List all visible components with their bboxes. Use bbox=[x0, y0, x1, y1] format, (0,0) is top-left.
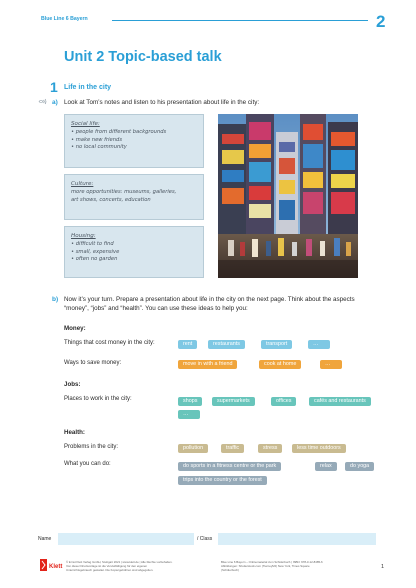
note-line: more opportunities: museums, galleries, bbox=[71, 189, 177, 195]
note-heading: Social life: bbox=[71, 121, 100, 127]
can-do-label: What you can do: bbox=[64, 461, 111, 467]
idea-chip: do sports in a fitness centre or the park bbox=[178, 462, 281, 471]
idea-chip: do yoga bbox=[345, 462, 374, 471]
svg-text:Klett: Klett bbox=[49, 564, 63, 570]
credits-line: Blue Line 6 Bayern – Onlinematerial zum Schülerbuch | ISBN: 978-3-12-8485-6 bbox=[221, 560, 323, 564]
copyright-line: Von dieser Druckvorlage ist die Vervielfältigung für den eigenen bbox=[66, 564, 148, 568]
idea-chip: … bbox=[320, 360, 342, 369]
health-heading: Health: bbox=[64, 429, 85, 436]
idea-chip: supermarkets bbox=[212, 397, 255, 406]
note-housing bbox=[64, 226, 204, 278]
task-b-line-1: Now it’s your turn. Prepare a presentation about life in the city on the next page. Think about the aspects bbox=[64, 296, 355, 303]
class-label: / Class bbox=[197, 536, 213, 542]
copyright-line: © Ernst Klett Verlag GmbH, Stuttgart 2021 | www.klett.de | Alle Rechte vorbehalten. bbox=[66, 560, 173, 564]
note-culture bbox=[64, 174, 204, 220]
idea-chip: traffic bbox=[221, 444, 244, 453]
copyright-line: Unterrichtsgebrauch gestattet. Die Kopiergebühren sind abgegolten. bbox=[66, 568, 154, 572]
page-title: Unit 2 Topic-based talk bbox=[64, 49, 222, 65]
things-cost-label: Things that cost money in the city: bbox=[64, 340, 155, 346]
klett-logo-icon bbox=[40, 556, 64, 574]
section-number: 1 bbox=[50, 79, 58, 95]
idea-chip: stress bbox=[258, 444, 282, 453]
series-title: Blue Line 6 Bayern bbox=[41, 16, 88, 22]
idea-chip: transport bbox=[261, 340, 292, 349]
unit-page-number: 2 bbox=[376, 12, 386, 31]
note-line: • no local community bbox=[71, 144, 127, 151]
note-line: • small, expensive bbox=[71, 248, 120, 255]
task-b-letter: b) bbox=[52, 296, 59, 303]
listening-icon bbox=[38, 98, 48, 105]
note-line: • difficult to find bbox=[71, 241, 114, 247]
note-line: • often no garden bbox=[71, 256, 118, 263]
credits-line: Abbildungen: Shutterstock.com (TierneyMJ) New York, Times Square bbox=[221, 564, 310, 568]
idea-chip: less time outdoors bbox=[292, 444, 346, 453]
idea-chip: move in with a friend bbox=[178, 360, 237, 369]
idea-chip: rent bbox=[178, 340, 197, 349]
note-line: art shows, concerts, education bbox=[71, 196, 151, 203]
times-square-photo bbox=[218, 114, 358, 278]
idea-chip: offices bbox=[271, 397, 296, 406]
idea-chip: … bbox=[178, 410, 200, 419]
page-header bbox=[0, 0, 416, 40]
task-b-line-2: “money”, “jobs” and “health”. You can use these ideas to help you: bbox=[64, 305, 248, 312]
note-line: • make new friends bbox=[71, 136, 123, 143]
task-a-letter: a) bbox=[52, 99, 58, 106]
idea-chip: trips into the country or the forest bbox=[178, 476, 267, 485]
name-field[interactable] bbox=[58, 533, 194, 545]
note-line: • people from different backgrounds bbox=[71, 129, 167, 135]
idea-chip: relax bbox=[315, 462, 337, 471]
problems-label: Problems in the city: bbox=[64, 444, 119, 450]
note-heading: Housing: bbox=[71, 233, 96, 239]
places-work-label: Places to work in the city: bbox=[64, 396, 132, 402]
class-field[interactable] bbox=[218, 533, 376, 545]
idea-chip: cook at home bbox=[259, 360, 301, 369]
header-rule bbox=[112, 20, 368, 21]
idea-chip: … bbox=[308, 340, 330, 349]
jobs-heading: Jobs: bbox=[64, 381, 81, 388]
note-heading: Culture: bbox=[71, 181, 94, 187]
idea-chip: pollution bbox=[178, 444, 208, 453]
note-social-life bbox=[64, 114, 204, 168]
footer-page-number: 1 bbox=[381, 564, 385, 570]
money-heading: Money: bbox=[64, 325, 86, 332]
credits-line: (Schülerbuch) bbox=[221, 568, 239, 572]
name-label: Name bbox=[38, 536, 52, 542]
task-a-text: Look at Tom’s notes and listen to his presentation about life in the city: bbox=[64, 99, 260, 106]
idea-chip: shops bbox=[178, 397, 202, 406]
save-money-label: Ways to save money: bbox=[64, 360, 122, 366]
section-title: Life in the city bbox=[64, 84, 112, 91]
idea-chip: cafés and restaurants bbox=[309, 397, 371, 406]
idea-chip: restaurants bbox=[208, 340, 245, 349]
